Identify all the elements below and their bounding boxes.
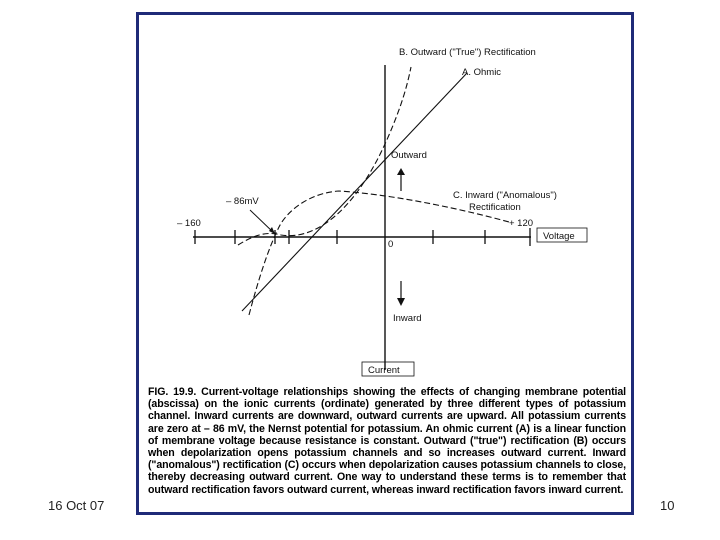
voltage-axis-label: Voltage — [543, 231, 575, 242]
curve-c-label-line2: Rectification — [469, 202, 521, 213]
figure-caption-text: Current-voltage relationships showing the effects of changing membrane potential (abscissa) on the ionic currents (ordinate) generated by three different types of potassium channel. Inward currents are downward, outward currents are upward. All potassium currents are zero at – 86 mV, the Nernst potential for potassium. An ohmic current (A) is a linear function of membrane voltage because resistance is constant. Outward ("true") rectification (B) occurs when depolarization opens potassium channels and so increases outward current. Inward ("anomalous") rectification (C) occurs when depolarization causes potassium channels to close, thereby decreasing outward current. One way to understand these terms is to remember that outward rectification favors outward current, whereas inward rectification favors inward current. — [148, 386, 627, 496]
slide-date: 16 Oct 07 — [48, 498, 105, 513]
outward-label: Outward — [391, 150, 427, 161]
page-number: 10 — [660, 498, 675, 513]
nernst-pointer-arrowhead — [269, 227, 275, 234]
inward-arrow-head — [397, 298, 405, 306]
origin-label: 0 — [388, 239, 394, 250]
figure-frame — [136, 12, 634, 515]
voltage-min-label: – 160 — [177, 218, 201, 229]
outward-arrow-head — [397, 168, 405, 175]
curve-c-label-line1: C. Inward ("Anomalous") — [453, 190, 557, 201]
curve-a-label: A. Ohmic — [462, 67, 502, 78]
voltage-max-label: + 120 — [509, 218, 534, 229]
figure-number: FIG. 19.9. — [148, 386, 197, 398]
nernst-potential-label: – 86mV — [226, 196, 259, 207]
inward-label: Inward — [393, 313, 422, 324]
curve-b-label: B. Outward ("True") Rectification — [399, 47, 536, 58]
figure-caption — [148, 386, 626, 496]
current-axis-label: Current — [368, 365, 400, 376]
